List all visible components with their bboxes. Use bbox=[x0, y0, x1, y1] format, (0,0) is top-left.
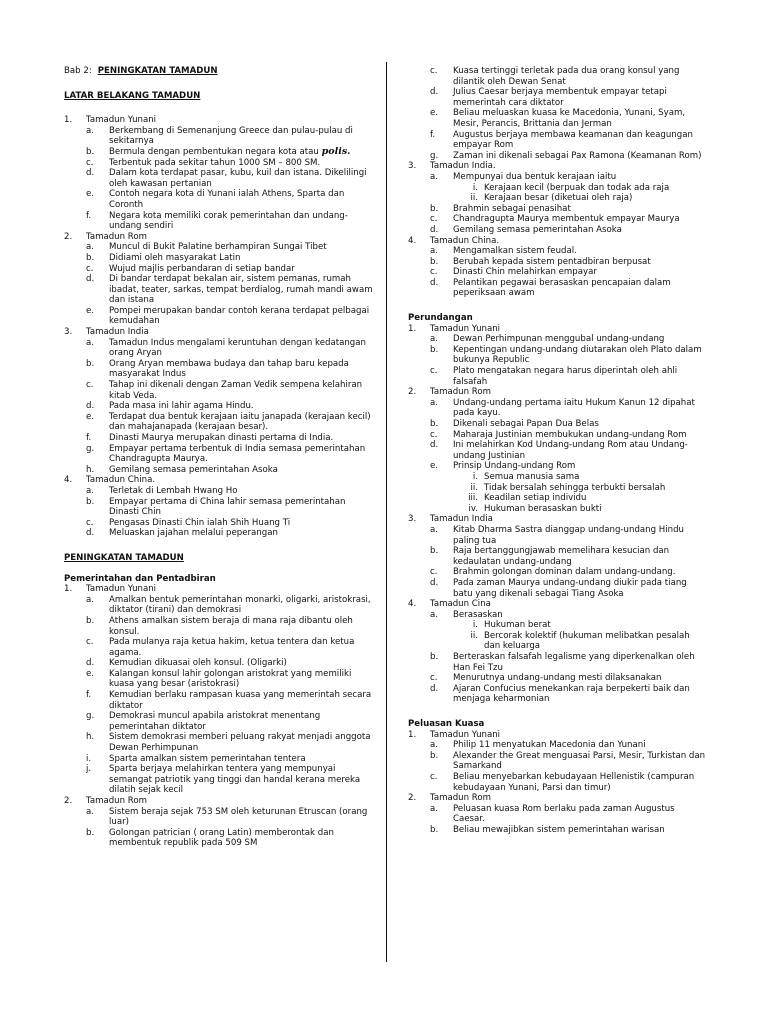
list-item: g. Demokrasi muncul apabila aristokrat menentang pemerintahan diktator bbox=[86, 711, 321, 732]
list-item: b. Golongan patrician ( orang Latin) memberontak dan membentuk republik pada 509 SM bbox=[86, 827, 334, 849]
list-item: c. Wujud majlis perbandaran di setiap bandar bbox=[86, 263, 295, 274]
list-item-china: 4. Tamadun China. bbox=[408, 235, 500, 246]
list-item: b. Orang Aryan membawa budaya dan tahap baru kepada masyarakat Indus bbox=[86, 358, 349, 380]
list-item: d. Pada masa ini lahir agama Hindu. bbox=[86, 401, 254, 412]
list-item: g. Zaman ini dikenali sebagai Pax Ramona (Keamanan Rom) bbox=[430, 150, 702, 161]
polis-term: polis. bbox=[321, 145, 351, 157]
list-item: d. Dalam kota terdapat pasar, kubu, kuil dan istana. Dikelilingi oleh kawasan pertanian bbox=[86, 168, 367, 189]
list-item: d. Gemilang semasa pemerintahan Asoka bbox=[430, 224, 622, 235]
list-item: i. Sparta amalkan sistem pemerintahan tentera bbox=[86, 753, 306, 764]
list-item: b. Kepentingan undang-undang diutarakan oleh Plato dalam bukunya Republic bbox=[430, 344, 702, 366]
list-item: c. Maharaja Justinian membukukan undang-undang Rom bbox=[430, 429, 687, 440]
right-column bbox=[408, 66, 708, 836]
list-item-china: 4. Tamadun China. bbox=[64, 475, 156, 486]
list-item-rom: 2. Tamadun Rom bbox=[408, 387, 492, 398]
list-item: ii. Bercorak kolektif (hukuman melibatkan pesalah dan keluarga bbox=[470, 630, 690, 652]
list-item-india: 3. Tamadun India bbox=[64, 327, 149, 338]
list-item: e. Prinsip Undang-undang Rom bbox=[430, 461, 576, 472]
list-item: i. Hukuman berat bbox=[472, 620, 551, 631]
list-item: f. Negara kota memiliki corak pemerintahan dan undang-undang sendiri bbox=[86, 210, 348, 232]
column-divider bbox=[386, 62, 387, 962]
list-item: h. Sistem demokrasi memberi peluang rakyat menjadi anggota Dewan Perhimpunan bbox=[86, 732, 371, 754]
list-item: b. Berubah kepada sistem pentadbiran berpusat bbox=[430, 256, 651, 267]
list-item: b. Beliau mewajibkan sistem pemerintahan warisan bbox=[430, 824, 665, 835]
list-item: a. Kitab Dharma Sastra dianggap undang-undang Hindu paling tua bbox=[430, 524, 685, 546]
list-item: c. Menurutnya undang-undang mesti dilaksanakan bbox=[430, 673, 662, 684]
list-item: iv. Hukuman berasaskan bukti bbox=[468, 503, 602, 514]
list-item-yunani: 1. Tamadun Yunani bbox=[408, 323, 501, 334]
list-item: j. Sparta berjaya melahirkan tentera yang mempunyai semangat patriotik yang tinggi dan handal kerana mereka dilatih sejak kecil bbox=[86, 764, 361, 796]
list-item: e. Terdapat dua bentuk kerajaan iaitu janapada (kerajaan kecil) dan mahajanapada (kerajaan besar). bbox=[86, 411, 371, 433]
list-item-rom: 2. Tamadun Rom bbox=[64, 796, 148, 806]
list-item: ii. Tidak bersalah sehingga terbukti bersalah bbox=[470, 482, 666, 493]
list-item: a. Tamadun Indus mengalami keruntuhan dengan kedatangan orang Aryan bbox=[86, 337, 366, 359]
list-item: f. Dinasti Maurya merupakan dinasti pertama di India. bbox=[86, 433, 334, 443]
list-item: d. Pelantikan pegawai berasaskan pencapaian dalam peperiksaan awam bbox=[430, 277, 671, 299]
subsection-title-pemerintahan: Pemerintahan dan Pentadbiran bbox=[64, 573, 216, 584]
list-item: i. Semua manusia sama bbox=[472, 471, 580, 482]
list-item: d. Pada zaman Maurya undang-undang diukir pada tiang batu yang dikenali sebagai Tiang Asoka bbox=[430, 577, 687, 599]
list-item: f. Augustus berjaya membawa keamanan dan keagungan empayar Rom bbox=[430, 129, 693, 151]
list-item: c. Plato mengatakan negara harus diperintah oleh ahli falsafah bbox=[430, 366, 678, 387]
list-item: b. Raja bertanggungjawab memelihara kesucian dan kedaulatan undang-undang bbox=[430, 546, 670, 567]
list-item: a. Amalkan bentuk pemerintahan monarki, oligarki, aristokrasi, diktator (tirani) dan demokrasi bbox=[86, 594, 371, 616]
list-item: a. Dewan Perhimpunan menggubal undang-undang bbox=[430, 334, 665, 345]
list-item: c. Pengasas Dinasti Chin ialah Shih Huang Ti bbox=[86, 517, 291, 528]
chapter-heading bbox=[64, 66, 376, 77]
list-item: ii. Kerajaan besar (diketuai oleh raja) bbox=[470, 193, 633, 204]
list-item: b. Brahmin sebagai penasihat bbox=[430, 203, 571, 214]
list-item: a. Mempunyai dua bentuk kerajaan iaitu bbox=[430, 171, 617, 182]
list-item: c. Kuasa tertinggi terletak pada dua orang konsul yang dilantik oleh Dewan Senat bbox=[430, 66, 680, 87]
list-item: c. Tahap ini dikenali dengan Zaman Vedik sempena kelahiran kitab Veda. bbox=[86, 380, 363, 401]
chapter-label: Bab 2: bbox=[64, 66, 92, 76]
list-item-yunani: 1. Tamadun Yunani bbox=[64, 115, 157, 126]
list-item: c. Brahmin golongan dominan dalam undang-undang. bbox=[430, 567, 676, 578]
list-item: b. Dikenali sebagai Papan Dua Belas bbox=[430, 419, 599, 429]
list-item: c. Beliau menyebarkan kebudayaan Hellenistik (campuran kebudayaan Yunani, Parsi dan timur) bbox=[430, 772, 695, 793]
list-item: a. Sistem beraja sejak 753 SM oleh keturunan Etruscan (orang luar) bbox=[86, 806, 368, 828]
section-title-latar: LATAR BELAKANG TAMADUN bbox=[64, 90, 201, 101]
list-item: h. Gemilang semasa pemerintahan Asoka bbox=[86, 464, 278, 475]
list-item: a. Peluasan kuasa Rom berlaku pada zaman Augustus Caesar. bbox=[430, 803, 675, 825]
subsection-title-peluasan: Peluasan Kuasa bbox=[408, 719, 485, 730]
list-item: a. Muncul di Bukit Palatine berhampiran Sungai Tibet bbox=[86, 242, 327, 253]
list-item-rom: 2. Tamadun Rom bbox=[64, 231, 148, 242]
list-item: iii. Keadilan setiap individu bbox=[468, 493, 587, 504]
left-column bbox=[64, 66, 376, 849]
list-item: b. Didiami oleh masyarakat Latin bbox=[86, 252, 241, 263]
list-item: a. Undang-undang pertama iaitu Hukum Kanun 12 dipahat pada kayu. bbox=[430, 397, 695, 419]
list-item: a. Mengamalkan sistem feudal. bbox=[430, 246, 577, 257]
list-item: c. Chandragupta Maurya membentuk empayar Maurya bbox=[430, 214, 680, 225]
list-item: a. Philip 11 menyatukan Macedonia dan Yunani bbox=[430, 740, 646, 751]
list-item: a. Terletak di Lembah Hwang Ho bbox=[86, 485, 238, 496]
list-item-rom: 2. Tamadun Rom bbox=[408, 793, 492, 804]
list-item: e. Pompei merupakan bandar contoh kerana terdapat pelbagai kemudahan bbox=[86, 305, 370, 327]
list-item-india: 3. Tamadun India bbox=[408, 514, 493, 525]
list-item: i. Kerajaan kecil (berpuak dan todak ada raja bbox=[472, 182, 670, 193]
list-item: d. Ini melahirkan Kod Undang-undang Rom atau Undang-undang Justinian bbox=[430, 440, 688, 461]
list-item: c. Dinasti Chin melahirkan empayar bbox=[430, 267, 597, 278]
list-item: b. Bermula dengan pembentukan negara kota atau polis. bbox=[86, 145, 351, 157]
list-item: d. Meluaskan jajahan melalui peperangan bbox=[86, 528, 278, 539]
list-item: g. Empayar pertama terbentuk di India semasa pemerintahan Chandragupta Maurya. bbox=[86, 443, 366, 465]
list-item: e. Contoh negara kota di Yunani ialah Athens, Sparta dan Coronth bbox=[86, 189, 345, 210]
list-item: c. Terbentuk pada sekitar tahun 1000 SM – 800 SM. bbox=[86, 157, 321, 168]
list-item-india: 3. Tamadun India. bbox=[408, 161, 496, 172]
list-latar bbox=[64, 115, 376, 539]
section-title-peningkatan: PENINGKATAN TAMADUN bbox=[64, 552, 184, 563]
list-item: d. Ajaran Confucius menekankan raja berpekerti baik dan menjaga keharmonian bbox=[430, 683, 690, 705]
list-item-cina: 4. Tamadun Cina bbox=[408, 599, 491, 610]
list-item: b. Berteraskan falsafah legalisme yang diperkenalkan oleh Han Fei Tzu bbox=[430, 652, 695, 673]
list-item-yunani: 1. Tamadun Yunani bbox=[64, 584, 157, 595]
list-item: b. Alexander the Great menguasai Parsi, Mesir, Turkistan dan Samarkand bbox=[430, 750, 706, 772]
list-item-yunani: 1. Tamadun Yunani bbox=[408, 729, 501, 740]
chapter-title: PENINGKATAN TAMADUN bbox=[97, 66, 218, 76]
list-item: e. Kalangan konsul lahir golongan aristokrat yang memiliki kuasa yang besar (aristokrasi) bbox=[86, 668, 352, 690]
list-item: b. Empayar pertama di China lahir semasa pemerintahan Dinasti Chin bbox=[86, 496, 346, 518]
list-item: d. Julius Caesar berjaya membentuk empayar tetapi memerintah cara diktator bbox=[430, 87, 667, 108]
list-item: e. Beliau meluaskan kuasa ke Macedonia, Yunani, Syam, Mesir, Perancis, Brittania dan Jerman bbox=[430, 108, 686, 129]
subsection-title-perundangan: Perundangan bbox=[408, 313, 473, 324]
list-item: c. Pada mulanya raja ketua hakim, ketua tentera dan ketua agama. bbox=[86, 637, 355, 658]
list-item: b. Athens amalkan sistem beraja di mana raja dibantu oleh konsul. bbox=[86, 615, 353, 637]
list-item: d. Di bandar terdapat bekalan air, sistem pemanas, rumah ibadat, teater, sarkas, tempat berdialog, rumah mandi awam dan istana bbox=[86, 274, 373, 306]
list-item: a. Berasaskan bbox=[430, 609, 503, 620]
list-item: a. Berkembang di Semenanjung Greece dan pulau-pulau di sekitarnya bbox=[86, 125, 353, 147]
list-item: f. Kemudian berlaku rampasan kuasa yang memerintah secara diktator bbox=[86, 690, 372, 711]
list-item: d. Kemudian dikuasai oleh konsul. (Oligarki) bbox=[86, 658, 287, 669]
